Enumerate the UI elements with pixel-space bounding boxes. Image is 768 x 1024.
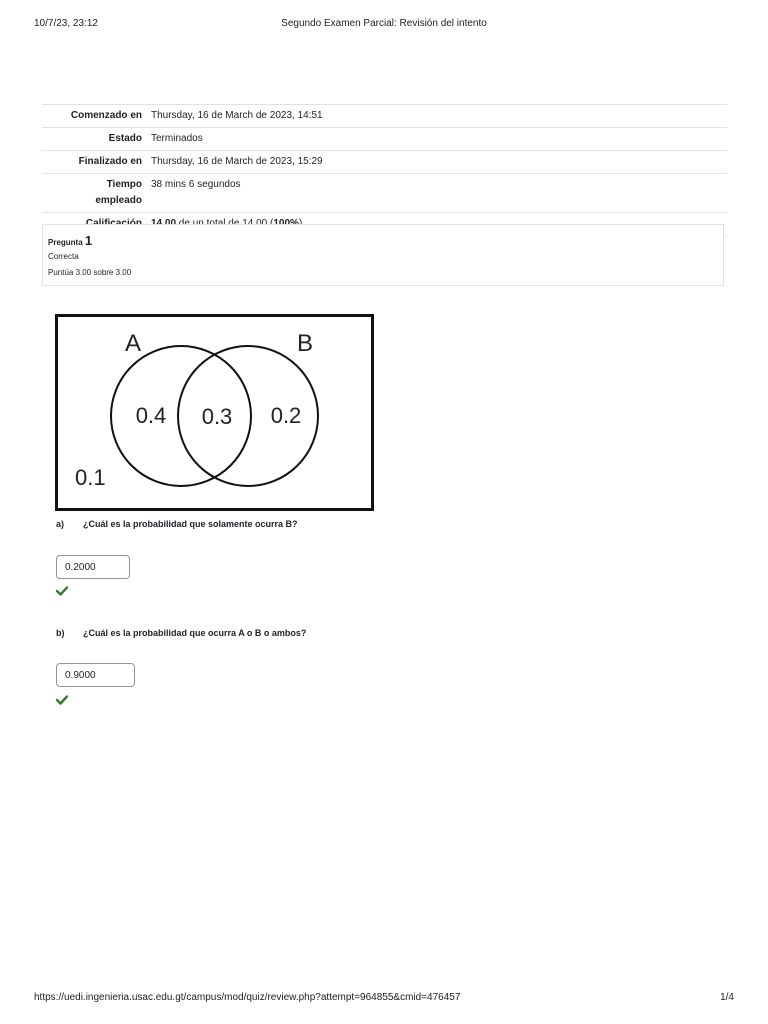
venn-diagram (55, 314, 374, 511)
venn-diagram-svg (55, 314, 374, 511)
page-url: https://uedi.ingenieria.usac.edu.gt/campus/mod/quiz/review.php?attempt=964855&cmid=476457 (34, 992, 461, 1003)
finished-value: Thursday, 16 de March de 2023, 15:29 (151, 156, 323, 167)
state-label: Estado (108, 133, 142, 144)
started-label: Comenzado en (70, 110, 142, 121)
attempt-summary-table (42, 104, 727, 236)
question-status: Correcta (48, 252, 79, 261)
question-label: Pregunta (48, 238, 83, 247)
part-a-prompt (56, 519, 298, 529)
time-label-line2: empleado (95, 195, 142, 206)
time-value: 38 mins 6 segundos (151, 179, 241, 190)
print-header (34, 18, 734, 32)
summary-row-started (42, 105, 727, 128)
question-mark: Puntúa 3.00 sobre 3.00 (48, 268, 132, 277)
page-title: Segundo Examen Parcial: Revisión del intento (281, 18, 487, 29)
part-b-answer-input[interactable]: 0.9000 (56, 663, 135, 687)
question-info-box (42, 224, 724, 286)
part-a-letter: a) (56, 519, 65, 529)
venn-label-b: B (297, 330, 314, 357)
check-icon (56, 586, 68, 596)
part-a-answer-input[interactable]: 0.2000 (56, 555, 130, 579)
summary-row-finished (42, 151, 727, 174)
part-b-text: ¿Cuál es la probabilidad que ocurra A o B o ambos? (83, 628, 307, 638)
question-number-value: 1 (84, 233, 93, 248)
state-value: Terminados (151, 133, 203, 144)
question-number (48, 233, 723, 248)
check-icon (56, 695, 68, 705)
venn-value-both: 0.3 (201, 404, 233, 429)
print-footer (34, 992, 734, 1004)
part-b-prompt (56, 628, 306, 638)
part-b-letter: b) (56, 628, 65, 638)
finished-label: Finalizado en (78, 156, 142, 167)
started-value: Thursday, 16 de March de 2023, 14:51 (151, 110, 323, 121)
venn-label-a: A (125, 330, 142, 357)
venn-value-only-b: 0.2 (270, 403, 302, 428)
time-label (42, 174, 151, 213)
print-datetime: 10/7/23, 23:12 (34, 18, 98, 29)
summary-row-state (42, 128, 727, 151)
venn-value-only-a: 0.4 (135, 403, 167, 428)
page-number: 1/4 (720, 992, 734, 1003)
venn-value-neither: 0.1 (75, 465, 106, 490)
part-a-text: ¿Cuál es la probabilidad que solamente ocurra B? (83, 519, 298, 529)
summary-row-time (42, 174, 727, 213)
time-label-line1: Tiempo (106, 179, 142, 190)
